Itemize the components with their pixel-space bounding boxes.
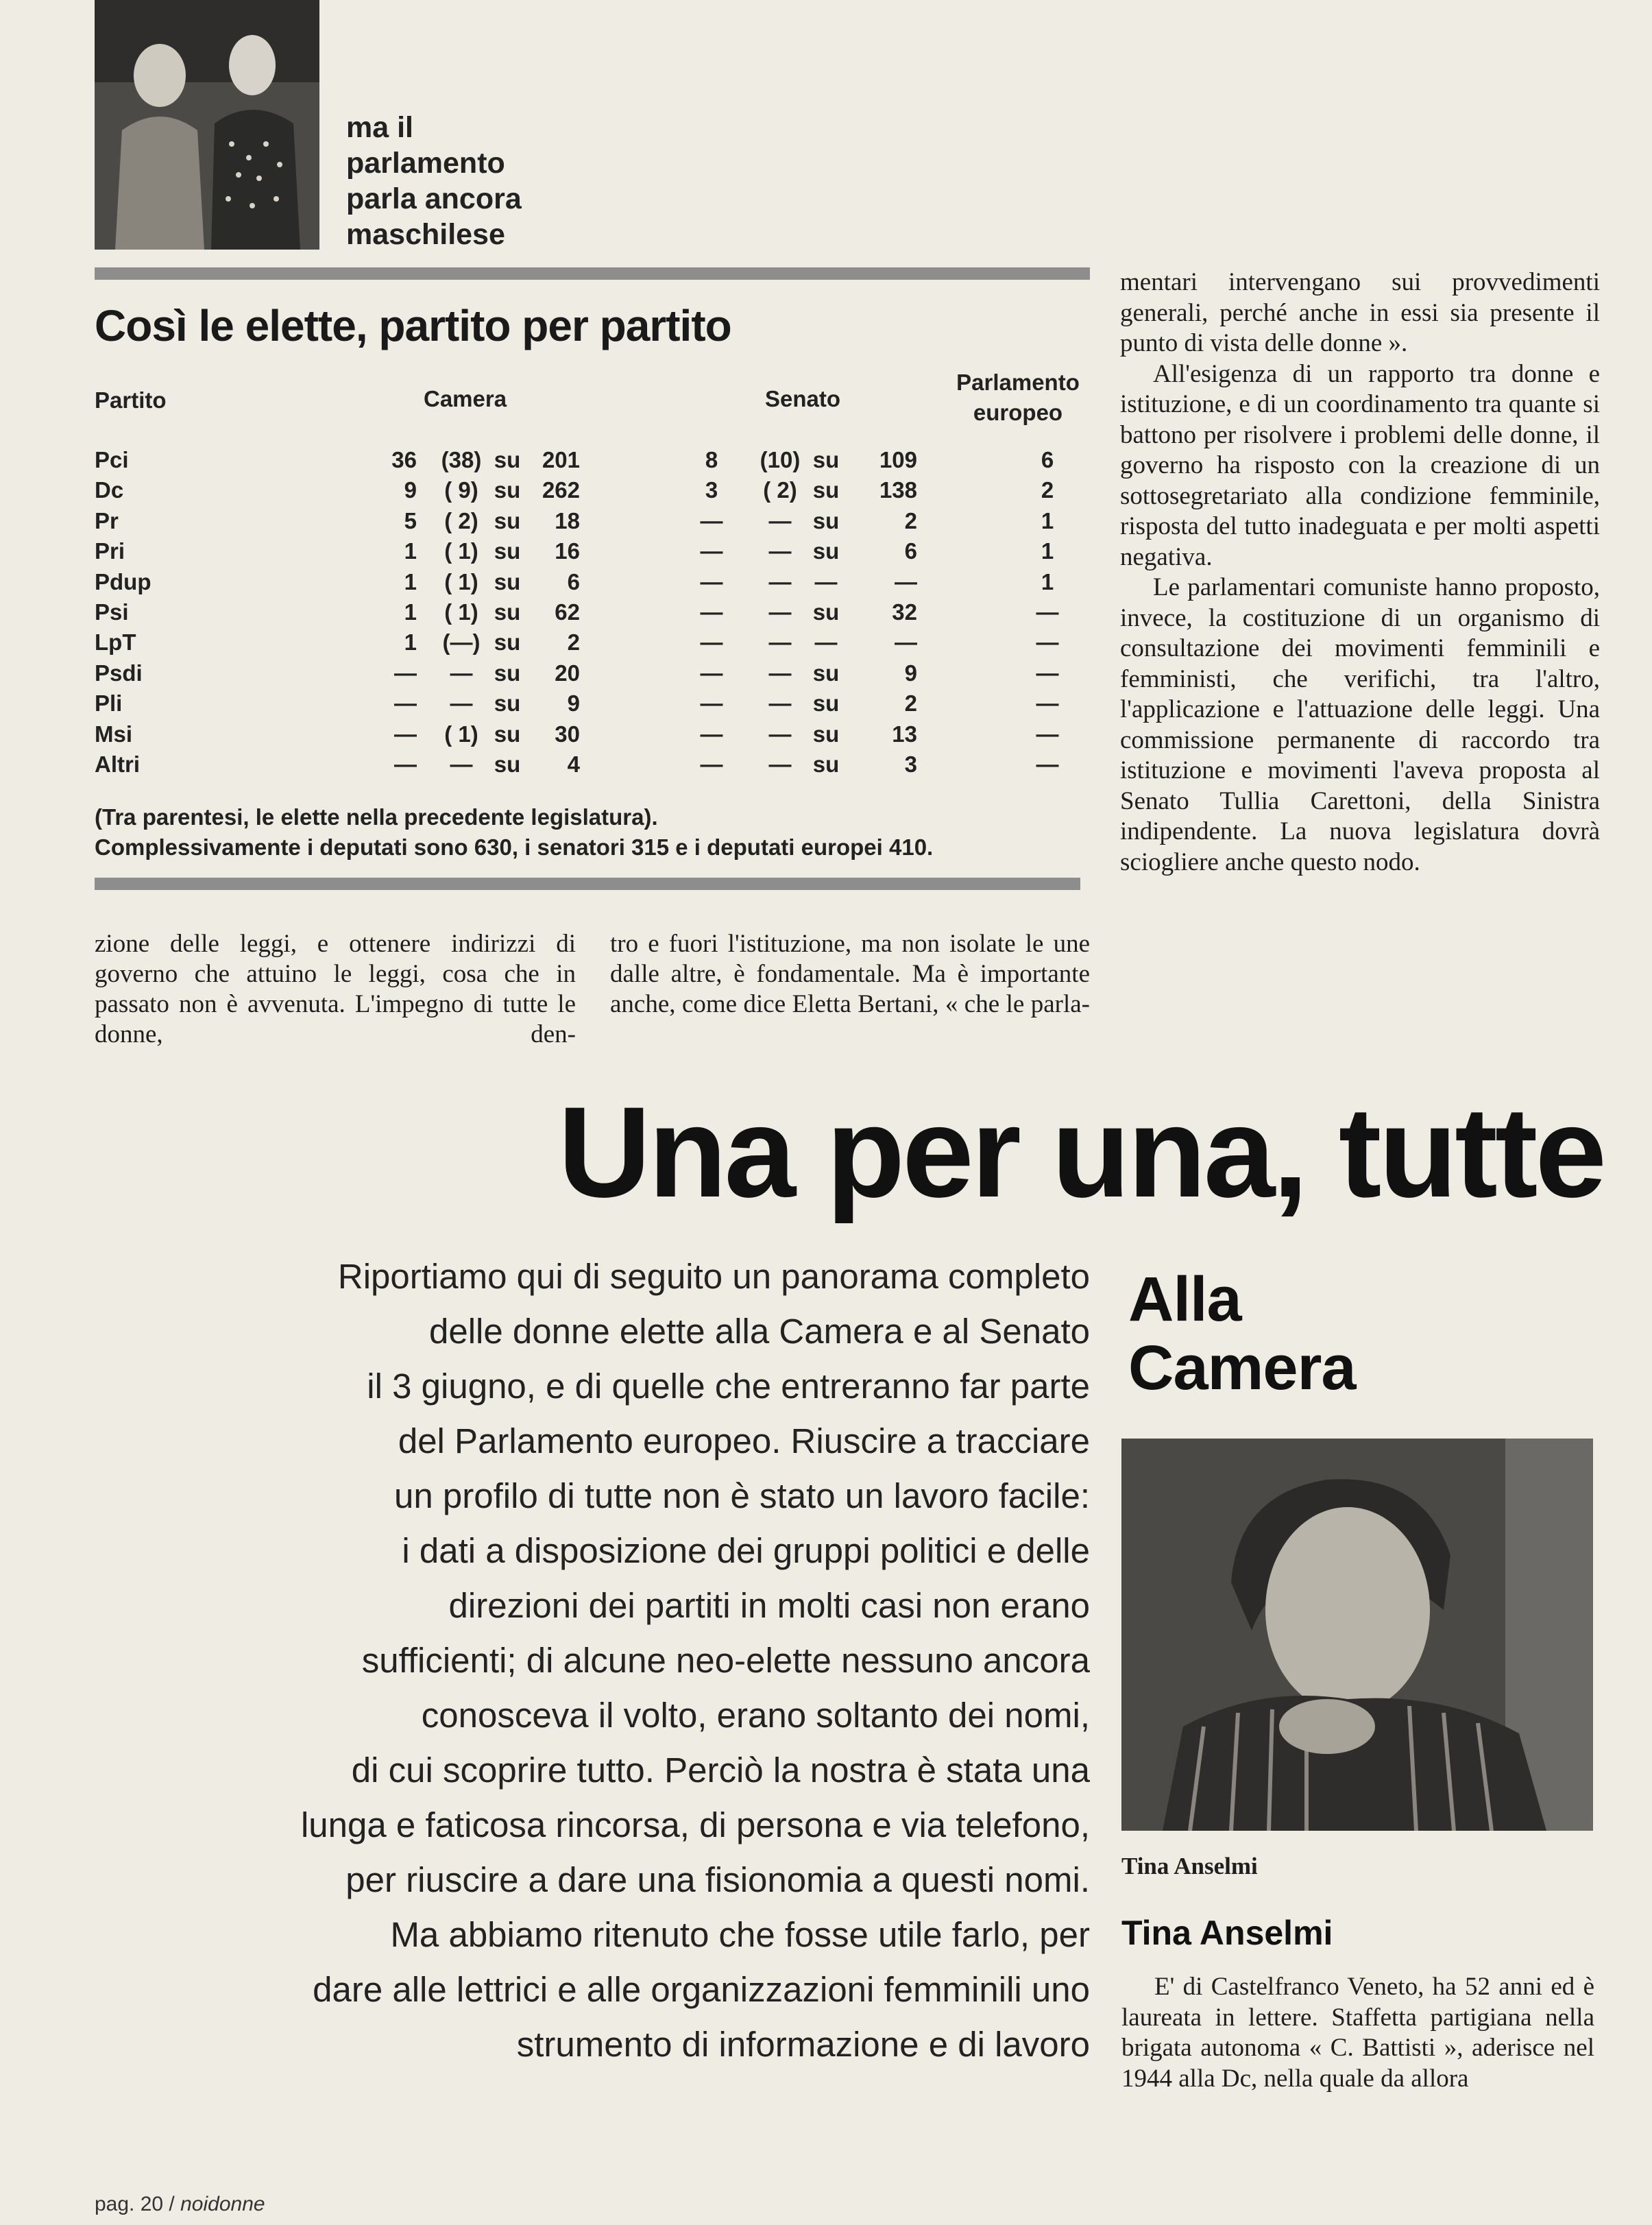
- table-cell-s-n: —: [700, 568, 723, 594]
- intro-line: Riportiamo qui di seguito un panorama completo: [337, 1257, 1090, 1296]
- table-cell-c-n: 1: [404, 568, 417, 594]
- table-cell-c-su: su: [494, 447, 521, 472]
- table-cell-s-n: —: [700, 690, 723, 717]
- header-pe-line: europeo: [973, 400, 1063, 425]
- section-title-line: Camera: [1128, 1333, 1356, 1403]
- table-cell-party: Psi: [95, 599, 129, 625]
- profile-bio: [1121, 1972, 1594, 2094]
- table-cell-pe: —: [1036, 690, 1059, 717]
- table-note: [95, 802, 933, 863]
- table-cell-s-t: —: [895, 629, 917, 656]
- article-column-right: [1120, 267, 1600, 878]
- intro-text: [89, 1249, 1090, 2072]
- table-cell-s-su: —: [814, 568, 838, 594]
- article-column-middle: tro e fuori l'istituzione, ma non isolate le une dalle altre, è fondamentale. Ma è importante anche, come dice Eletta Bertani, « che le parla-: [610, 930, 1090, 1018]
- table-cell-c-t: 20: [555, 660, 580, 686]
- table-cell-c-su: su: [494, 507, 521, 533]
- table-row: [95, 569, 1082, 599]
- table-cell-s-su: su: [812, 599, 840, 625]
- table-cell-s-t: 9: [904, 660, 917, 686]
- paragraph: All'esigenza di un rapporto tra donne e istituzione, e di un coordinamento tra quante si battono per risolvere i problemi delle donne, il governo ha risposto con la creazione di un sottosegretariato alla condizione femminile, risposta del tutto inadeguata e per molti aspetti negativa.: [1120, 359, 1600, 571]
- table-cell-pe: —: [1036, 660, 1059, 686]
- table-cell-c-p: (—): [442, 629, 481, 656]
- table-cell-c-t: 62: [555, 599, 580, 625]
- table-cell-pe: 1: [1041, 568, 1054, 594]
- table-cell-c-t: 201: [542, 447, 580, 472]
- table-row: [95, 751, 1082, 782]
- intro-line: Ma abbiamo ritenuto che fosse utile farlo, per: [390, 1915, 1090, 1954]
- main-headline: Una per una, tutte: [557, 1080, 1604, 1224]
- table-cell-c-n: 36: [391, 447, 417, 472]
- table-cell-pe: 1: [1041, 538, 1054, 564]
- magazine-name: noidonne: [180, 2193, 265, 2215]
- table-cell-s-p: —: [768, 599, 792, 625]
- table-row: [95, 660, 1082, 690]
- intro-line: per riuscire a dare una fisionomia a questi nomi.: [345, 1860, 1090, 1899]
- table-cell-s-t: 2: [904, 690, 917, 717]
- table-cell-c-t: 30: [555, 721, 580, 747]
- table-cell-party: LpT: [95, 629, 136, 656]
- intro-line: strumento di informazione e di lavoro: [516, 2025, 1090, 2064]
- table-cell-party: Pli: [95, 690, 123, 717]
- table-cell-c-su: su: [494, 477, 521, 503]
- table-cell-c-su: su: [494, 660, 521, 686]
- table-cell-pe: —: [1036, 629, 1059, 656]
- table-cell-c-t: 18: [555, 507, 580, 533]
- profile-name: Tina Anselmi: [1121, 1914, 1333, 1952]
- page-footer: [95, 2193, 265, 2216]
- table-cell-c-n: 5: [404, 507, 417, 533]
- table-cell-c-p: (38): [441, 447, 482, 472]
- intro-line: direzioni dei partiti in molti casi non erano: [448, 1586, 1090, 1625]
- table-cell-c-t: 262: [542, 477, 580, 503]
- table-cell-pe: 1: [1041, 507, 1054, 533]
- table-cell-s-p: ( 2): [763, 477, 797, 503]
- table-row: [95, 538, 1082, 568]
- table-cell-s-n: —: [700, 721, 723, 747]
- table-row: [95, 721, 1082, 751]
- table-cell-s-t: 3: [904, 751, 917, 777]
- table-cell-s-n: —: [700, 751, 723, 777]
- header-camera: Camera: [424, 386, 507, 411]
- intro-line: il 3 giugno, e di quelle che entreranno far parte: [367, 1367, 1090, 1406]
- header-pe-line: Parlamento: [956, 370, 1080, 395]
- table-cell-pe: —: [1036, 751, 1059, 777]
- table-cell-c-p: ( 1): [444, 721, 478, 747]
- top-photo: [95, 0, 319, 250]
- table-cell-c-t: 6: [567, 568, 580, 594]
- table-cell-s-p: —: [768, 660, 792, 686]
- table-cell-c-su: su: [494, 751, 521, 777]
- table-cell-party: Psdi: [95, 660, 143, 686]
- table-row: [95, 508, 1082, 538]
- table-cell-c-n: —: [394, 751, 417, 777]
- intro-line: sufficienti; di alcune neo-elette nessuno ancora: [361, 1641, 1090, 1680]
- table-cell-c-p: ( 1): [444, 568, 478, 594]
- table-cell-s-p: —: [768, 629, 792, 656]
- table-cell-s-t: 138: [879, 477, 917, 503]
- table-cell-s-su: su: [812, 538, 840, 564]
- table-cell-c-su: su: [494, 568, 521, 594]
- table-cell-c-p: ( 1): [444, 538, 478, 564]
- table-cell-s-n: —: [700, 538, 723, 564]
- intro-line: lunga e faticosa rincorsa, di persona e via telefono,: [300, 1805, 1090, 1844]
- table-cell-c-t: 2: [567, 629, 580, 656]
- table-cell-s-p: —: [768, 568, 792, 594]
- header-senato: Senato: [765, 386, 841, 411]
- table-cell-s-t: —: [895, 568, 917, 594]
- table-cell-pe: 6: [1041, 447, 1054, 472]
- intro-line: conosceva il volto, erano soltanto dei nomi,: [421, 1696, 1090, 1735]
- table-cell-c-p: ( 9): [444, 477, 478, 503]
- table-cell-c-p: ( 1): [444, 599, 478, 625]
- section-title: [1128, 1265, 1356, 1402]
- table-cell-s-t: 109: [879, 447, 917, 472]
- top-headline-line: ma il: [346, 111, 413, 144]
- table-cell-party: Pri: [95, 538, 125, 564]
- table-cell-s-p: —: [768, 690, 792, 717]
- intro-line: di cui scoprire tutto. Perciò la nostra è stata una: [351, 1751, 1090, 1790]
- photo-caption: Tina Anselmi: [1121, 1853, 1258, 1879]
- table-cell-party: Msi: [95, 721, 133, 747]
- table-cell-s-n: 3: [705, 477, 718, 503]
- table-cell-c-n: —: [394, 690, 417, 717]
- divider-bar: [95, 267, 1090, 280]
- table-cell-s-su: su: [812, 507, 840, 533]
- table-cell-party: Pr: [95, 507, 119, 533]
- table-cell-s-p: —: [768, 751, 792, 777]
- table-cell-c-p: —: [450, 751, 473, 777]
- table-cell-c-n: —: [394, 660, 417, 686]
- table-cell-s-n: —: [700, 507, 723, 533]
- intro-line: i dati a disposizione dei gruppi politici e delle: [402, 1531, 1090, 1570]
- table-note-line: Complessivamente i deputati sono 630, i senatori 315 e i deputati europei 410.: [95, 834, 934, 860]
- table-cell-s-p: —: [768, 507, 792, 533]
- table-cell-c-n: —: [394, 721, 417, 747]
- table-cell-c-n: 1: [404, 538, 417, 564]
- table-cell-s-n: —: [700, 629, 723, 656]
- table-cell-c-t: 16: [555, 538, 580, 564]
- table-cell-c-n: 1: [404, 599, 417, 625]
- table-cell-c-p: ( 2): [444, 507, 478, 533]
- table-cell-c-t: 4: [567, 751, 580, 777]
- table-cell-party: Dc: [95, 477, 124, 503]
- section-title-line: Alla: [1128, 1264, 1241, 1334]
- intro-line: del Parlamento europeo. Riuscire a tracciare: [398, 1421, 1090, 1460]
- table-cell-s-p: —: [768, 538, 792, 564]
- table-cell-c-n: 9: [404, 477, 417, 503]
- table-cell-s-p: (10): [760, 447, 801, 472]
- table-cell-c-n: 1: [404, 629, 417, 656]
- intro-line: dare alle lettrici e alle organizzazioni femminili uno: [313, 1970, 1090, 2009]
- portrait-photo: [1121, 1439, 1593, 1831]
- paragraph: mentari intervengano sui provvedimenti generali, perché anche in essi sia presente il punto di vista delle donne ».: [1120, 268, 1600, 357]
- table-cell-s-n: 8: [705, 447, 718, 472]
- intro-line: delle donne elette alla Camera e al Senato: [429, 1312, 1090, 1351]
- table-cell-s-su: su: [812, 447, 840, 472]
- table-cell-s-t: 32: [892, 599, 917, 625]
- page-number: pag. 20 /: [95, 2193, 175, 2215]
- table-cell-s-su: su: [812, 751, 840, 777]
- table-cell-c-su: su: [494, 599, 521, 625]
- table-cell-s-su: —: [814, 629, 838, 656]
- table-cell-c-su: su: [494, 629, 521, 656]
- table-cell-c-t: 9: [567, 690, 580, 717]
- table-title: Così le elette, partito per partito: [95, 301, 731, 350]
- table-cell-s-t: 6: [904, 538, 917, 564]
- divider-bar: [95, 878, 1080, 890]
- table-cell-s-n: —: [700, 660, 723, 686]
- table-cell-s-su: su: [812, 477, 840, 503]
- table-cell-s-su: su: [812, 660, 840, 686]
- table-cell-c-su: su: [494, 538, 521, 564]
- paragraph: Le parlamentari comuniste hanno proposto, invece, la costituzione di un organismo di consultazione dei movimenti femminili e femministi, che verifichi, tra l'altro, l'applicazione e l'attuazione delle leggi. Una commissione permanente di raccordo tra istituzione e movimenti l'aveva proposta al Senato Tullia Carettoni, della Sinistra indipendente. La nuova legislatura dovrà sciogliere anche questo nodo.: [1120, 573, 1600, 876]
- table-cell-s-t: 13: [892, 721, 917, 747]
- paragraph: E' di Castelfranco Veneto, ha 52 anni ed è laureata in lettere. Staffetta partigiana nella brigata autonoma « C. Battisti », aderisce nel 1944 alla Dc, nella quale da allora: [1121, 1973, 1594, 2093]
- header-partito: Partito: [95, 387, 167, 413]
- table-cell-s-su: su: [812, 721, 840, 747]
- top-headline-line: parla ancora: [346, 182, 522, 215]
- table-cell-c-p: —: [450, 690, 473, 717]
- table-row: [95, 447, 1082, 477]
- table-cell-party: Altri: [95, 751, 140, 777]
- top-headline-line: parlamento: [346, 147, 505, 180]
- table-row: [95, 629, 1082, 660]
- table-cell-c-su: su: [494, 721, 521, 747]
- table-cell-s-n: —: [700, 599, 723, 625]
- table-cell-c-p: —: [450, 660, 473, 686]
- header-parlamento-europeo: [939, 368, 1097, 428]
- table-note-line: (Tra parentesi, le elette nella precedente legislatura).: [95, 804, 658, 830]
- table-cell-pe: —: [1036, 721, 1059, 747]
- table-row: [95, 477, 1082, 507]
- table-row: [95, 690, 1082, 721]
- table-cell-party: Pci: [95, 447, 129, 472]
- table-cell-pe: 2: [1041, 477, 1054, 503]
- table-cell-pe: —: [1036, 599, 1059, 625]
- table-cell-c-su: su: [494, 690, 521, 717]
- top-headline: [346, 110, 620, 252]
- intro-line: un profilo di tutte non è stato un lavoro facile:: [394, 1476, 1090, 1515]
- table-cell-party: Pdup: [95, 568, 151, 594]
- table-cell-s-t: 2: [904, 507, 917, 533]
- table-row: [95, 599, 1082, 629]
- table-cell-s-su: su: [812, 690, 840, 717]
- top-headline-line: maschilese: [346, 218, 505, 251]
- table-cell-s-p: —: [768, 721, 792, 747]
- article-column-left: zione delle leggi, e ottenere indirizzi di governo che attuino le leggi, cosa che in passato non è avvenuta. L'impegno di tutte le donne, den-: [95, 930, 576, 1048]
